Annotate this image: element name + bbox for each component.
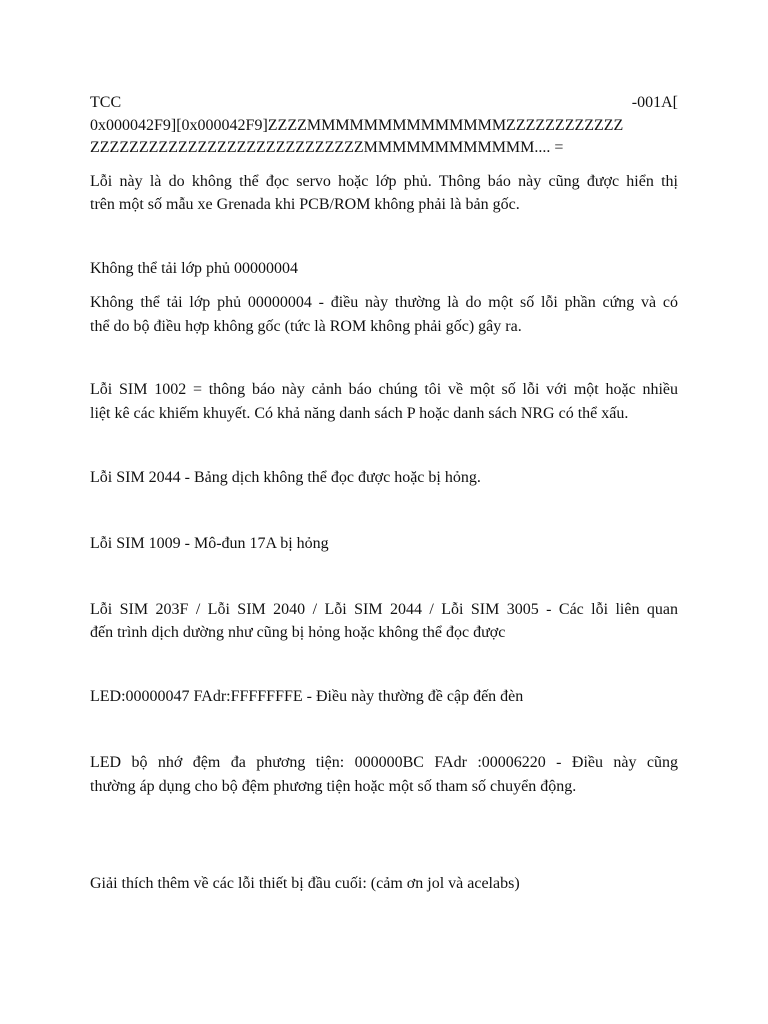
paragraph-sim1009: Lỗi SIM 1009 - Mô-đun 17A bị hỏng: [90, 535, 329, 552]
tcc-line-1: [90, 92, 678, 114]
paragraph-terminal-errors: Giải thích thêm về các lỗi thiết bị đầu cuối: (cảm ơn jol và acelabs): [90, 875, 520, 892]
paragraph-sim1002-line-1: Lỗi SIM 1002 = thông báo này cảnh báo chúng tôi về một số lỗi với một hoặc nhiều: [90, 381, 678, 398]
paragraph-sim2044: Lỗi SIM 2044 - Bảng dịch không thể đọc được hoặc bị hỏng.: [90, 469, 481, 486]
tcc-label: TCC: [90, 94, 122, 111]
tcc-line-3: ZZZZZZZZZZZZZZZZZZZZZZZZZZZZMMMMMMMMMMMM.... =: [90, 139, 564, 156]
paragraph-led: LED:00000047 FAdr:FFFFFFFE - Điều này thường đề cập đến đèn: [90, 688, 524, 705]
paragraph-servo-line-2: trên một số mẫu xe Grenada khi PCB/ROM không phải là bản gốc.: [90, 196, 520, 213]
tcc-code-start: -001A[: [631, 94, 678, 111]
paragraph-overlay-line-2: thể do bộ điều hợp không gốc (tức là ROM không phải gốc) gây ra.: [90, 318, 522, 335]
paragraph-sim203f-line-2: đến trình dịch dường như cũng bị hỏng hoặc không thể đọc được: [90, 624, 506, 641]
heading-overlay: Không thể tải lớp phủ 00000004: [90, 260, 298, 277]
paragraph-sim1002-line-2: liệt kê các khiếm khuyết. Có khả năng danh sách P hoặc danh sách NRG có thể xấu.: [90, 405, 629, 422]
paragraph-led-buffer-line-1: LED bộ nhớ đệm đa phương tiện: 000000BC FAdr :00006220 - Điều này cũng: [90, 754, 678, 771]
paragraph-sim203f-line-1: Lỗi SIM 203F / Lỗi SIM 2040 / Lỗi SIM 2044 / Lỗi SIM 3005 - Các lỗi liên quan: [90, 601, 678, 618]
paragraph-led-buffer-line-2: thường áp dụng cho bộ đệm phương tiện hoặc một số tham số chuyển động.: [90, 778, 577, 795]
tcc-line-2: 0x000042F9][0x000042F9]ZZZZMMMMMMMMMMMMMMZZZZZZZZZZZZ: [90, 117, 624, 134]
paragraph-overlay-line-1: Không thể tải lớp phủ 00000004 - điều này thường là do một số lỗi phần cứng và có: [90, 294, 678, 311]
paragraph-servo-line-1: Lỗi này là do không thể đọc servo hoặc lớp phủ. Thông báo này cũng được hiển thị: [90, 173, 678, 190]
